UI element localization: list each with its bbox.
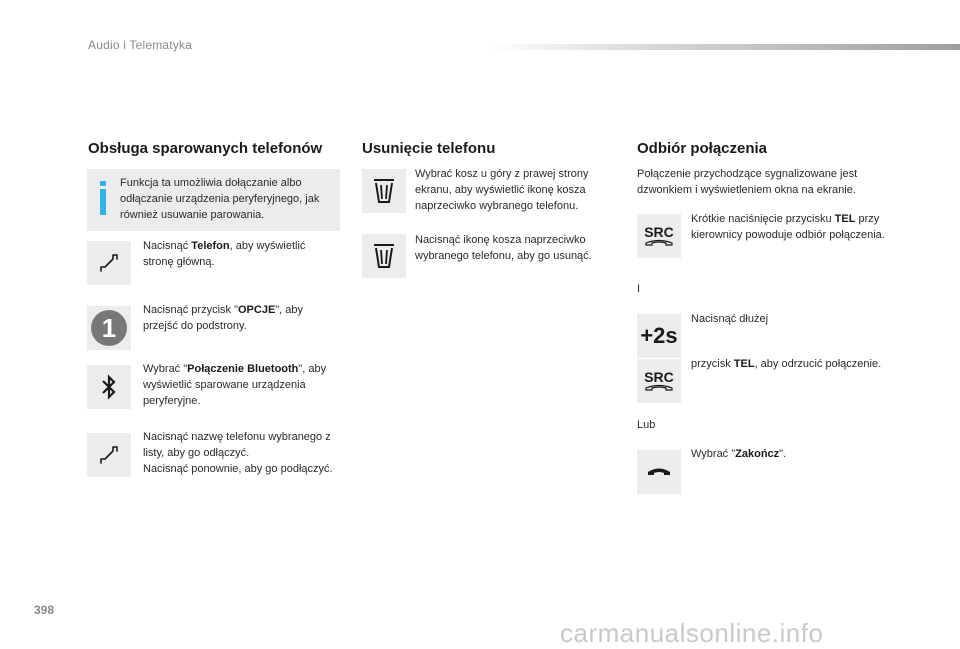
step-select-phone-line1: Nacisnąć nazwę telefonu wybranego z listy, aby go odłączyć. <box>143 431 331 459</box>
step-select-phone <box>143 429 341 477</box>
src-button-icon <box>644 225 674 247</box>
trash-icon <box>372 177 396 205</box>
info-box <box>87 169 340 231</box>
step-select-trash: Wybrać kosz u góry z prawej strony ekranu, aby wyświetlić ikonę kosza naprzeciwko wybranego telefonu. <box>415 168 589 212</box>
number-one-icon: 1 <box>91 310 127 346</box>
plus-2s-icon-box <box>637 314 681 358</box>
info-text: Funkcja ta umożliwia dołączanie albo odłączanie urządzenia peryferyjnego, jak również usuwanie parowania. <box>120 177 320 221</box>
src-icon-box <box>637 214 681 258</box>
answer-call-intro: Połączenie przychodzące sygnalizowane jest dzwonkiem i wyświetleniem okna na ekranie. <box>637 168 858 196</box>
step-tel-short-press: Krótkie naciśnięcie przycisku TEL przy kierownicy powoduje odbiór połączenia. <box>691 213 885 241</box>
src-label: SRC <box>644 369 674 385</box>
connector-and: I <box>637 283 641 295</box>
page-number: 398 <box>34 603 55 617</box>
bluetooth-icon <box>98 373 120 401</box>
phone-icon-box <box>87 241 131 285</box>
step-delete-phone: Nacisnąć ikonę kosza naprzeciwko wybranego telefonu, aby go usunąć. <box>415 234 592 262</box>
hang-up-icon-box <box>637 450 681 494</box>
section-heading-delete-phone: Usunięcie telefonu <box>362 140 496 157</box>
step-end-call: Wybrać "Zakończ". <box>691 448 787 460</box>
watermark: carmanualsonline.info <box>560 618 824 648</box>
step-tel-reject: przycisk TEL, aby odrzucić połączenie. <box>691 358 882 370</box>
trash-icon <box>372 242 396 270</box>
header-title: Audio i Telematyka <box>88 38 193 52</box>
bluetooth-icon-box <box>87 365 131 409</box>
phone-handset-mini-icon <box>644 384 674 392</box>
step-opcje: Nacisnąć przycisk "OPCJE", aby przejść do podstrony. <box>143 304 304 332</box>
src-icon-box-2 <box>637 359 681 403</box>
trash-icon-box-2 <box>362 234 406 278</box>
plus-2s-icon: +2s <box>640 323 678 348</box>
phone-icon <box>96 442 122 468</box>
step-bluetooth: Wybrać "Połączenie Bluetooth", aby wyświetlić sparowane urządzenia peryferyjne. <box>143 363 327 407</box>
header-bar <box>488 44 960 50</box>
section-heading-paired-phones: Obsługa sparowanych telefonów <box>88 140 323 157</box>
phone-icon-box-2 <box>87 433 131 477</box>
hang-up-icon <box>646 465 672 479</box>
src-label: SRC <box>644 224 674 240</box>
step-telefon: Nacisnąć Telefon, aby wyświetlić stronę główną. <box>143 240 306 268</box>
step-press-longer: Nacisnąć dłużej <box>691 313 769 325</box>
number-icon-box <box>87 306 131 350</box>
info-icon <box>97 177 113 221</box>
trash-icon-box <box>362 169 406 213</box>
step-select-phone-line2: Nacisnąć ponownie, aby go podłączyć. <box>143 463 333 475</box>
connector-or: Lub <box>637 419 656 431</box>
src-button-icon <box>644 370 674 392</box>
phone-handset-mini-icon <box>644 239 674 247</box>
section-heading-answer-call: Odbiór połączenia <box>637 140 768 157</box>
phone-icon <box>96 250 122 276</box>
